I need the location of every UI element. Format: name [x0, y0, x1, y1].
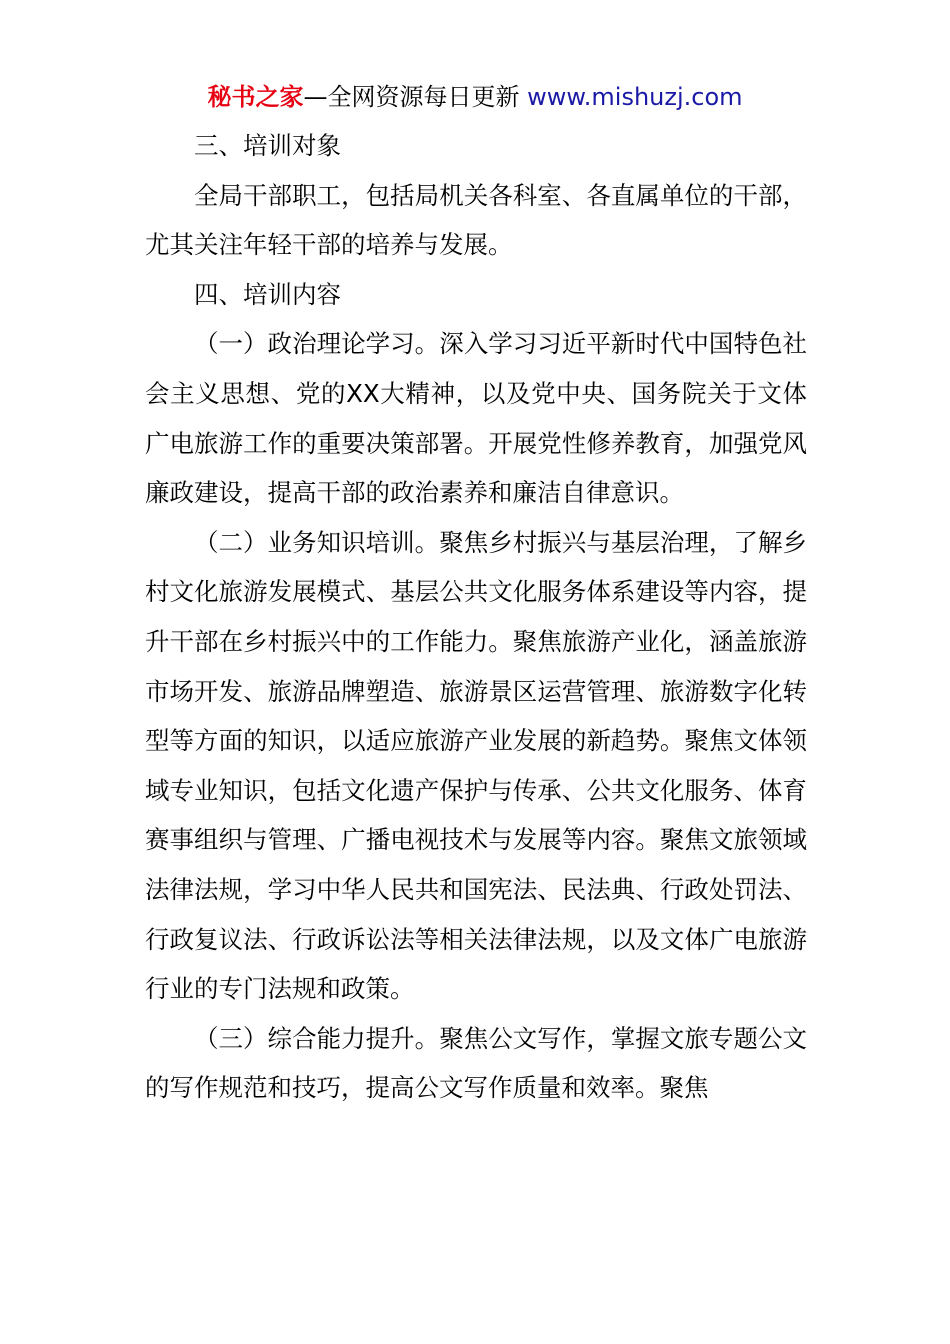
paragraph-political-theory: （一）政治理论学习。深入学习习近平新时代中国特色社会主义思想、党的XX大精神，以及党中央、国务院关于文体广电旅游工作的重要决策部署。开展党性修养教育，加强党风廉政建设，提高干部的政治素养和廉洁自律意识。 — [145, 329, 807, 508]
paragraph-comprehensive-ability: （三）综合能力提升。聚焦公文写作，掌握文旅专题公文的写作规范和技巧，提高公文写作质量和效率。聚焦 — [145, 1023, 807, 1103]
site-brand: 秘书之家 — [207, 83, 304, 111]
paragraph-trainees: 全局干部职工，包括局机关各科室、各直属单位的干部，尤其关注年轻干部的培养与发展。 — [145, 180, 807, 260]
document-body — [145, 121, 807, 1113]
section-heading-content: 四、培训内容 — [194, 279, 341, 309]
paragraph-business-knowledge: （二）业务知识培训。聚焦乡村振兴与基层治理，了解乡村文化旅游发展模式、基层公共文化服务体系建设等内容，提升干部在乡村振兴中的工作能力。聚焦旅游产业化，涵盖旅游市场开发、旅游品牌塑造、旅游景区运营管理、旅游数字化转型等方面的知识，以适应旅游产业发展的新趋势。聚焦文体领域专业知识，包括文化遗产保护与传承、公共文化服务、体育赛事组织与管理、广播电视技术与发展等内容。聚焦文旅领域法律法规，学习中华人民共和国宪法、民法典、行政处罚法、行政复议法、行政诉讼法等相关法律法规，以及文体广电旅游行业的专门法规和政策。 — [145, 527, 807, 1004]
site-slogan: —全网资源每日更新 — [303, 83, 520, 111]
site-header — [0, 80, 950, 114]
site-url-link[interactable]: www.mishuzj.com — [527, 83, 743, 111]
section-heading-trainees: 三、培训对象 — [194, 131, 341, 160]
